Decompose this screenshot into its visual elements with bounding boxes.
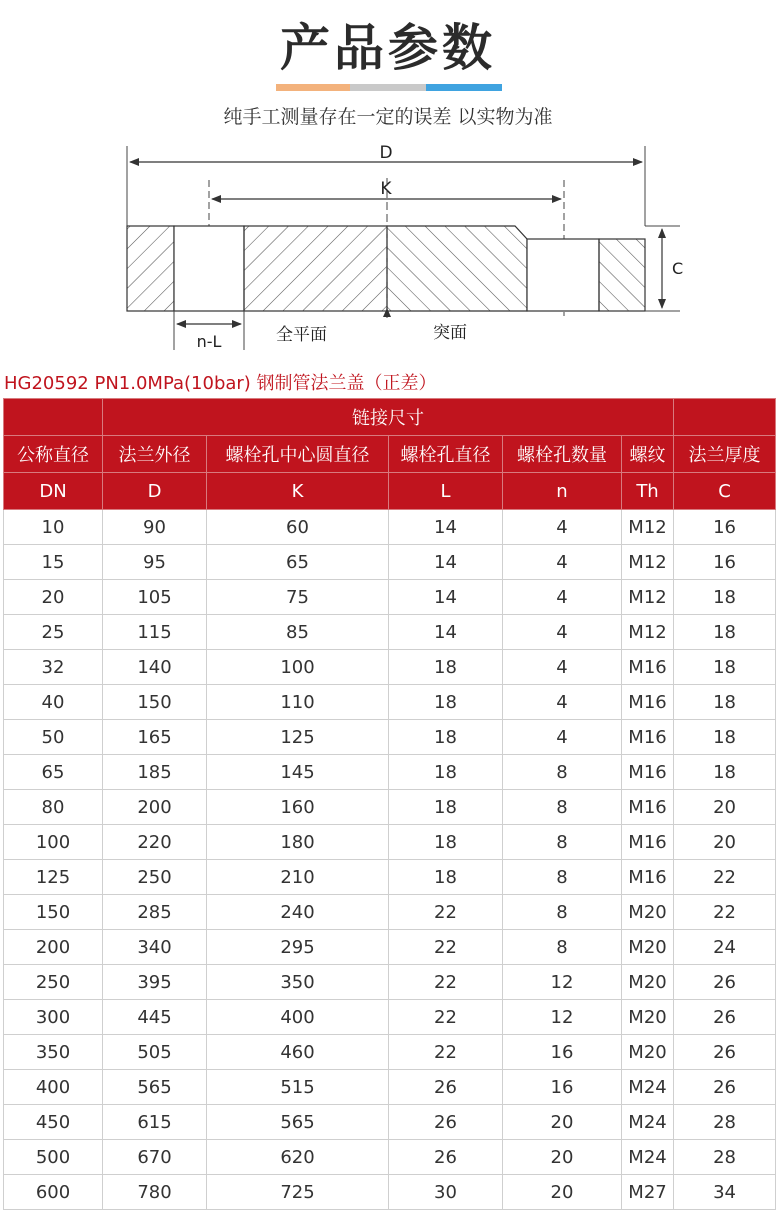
table-cell: 12: [503, 1000, 622, 1035]
table-row: [4, 1035, 776, 1070]
table-cell: M24: [622, 1105, 674, 1140]
table-cell: 725: [207, 1175, 389, 1210]
column-symbol: L: [389, 473, 503, 510]
column-header: 法兰厚度: [674, 436, 776, 473]
table-cell: M16: [622, 755, 674, 790]
table-cell: 16: [674, 545, 776, 580]
title-bar-orange: [276, 84, 350, 91]
table-cell: 4: [503, 615, 622, 650]
table-cell: 400: [207, 1000, 389, 1035]
table-cell: 565: [207, 1105, 389, 1140]
table-cell: 285: [103, 895, 207, 930]
table-cell: 160: [207, 790, 389, 825]
column-header: 公称直径: [4, 436, 103, 473]
table-row: [4, 1105, 776, 1140]
table-cell: 75: [207, 580, 389, 615]
table-cell: 20: [503, 1105, 622, 1140]
table-cell: 350: [4, 1035, 103, 1070]
table-row: [4, 580, 776, 615]
table-cell: 18: [674, 615, 776, 650]
table-cell: 50: [4, 720, 103, 755]
table-cell: 240: [207, 895, 389, 930]
table-row: [4, 790, 776, 825]
table-cell: 515: [207, 1070, 389, 1105]
table-cell: 18: [674, 720, 776, 755]
table-cell: 145: [207, 755, 389, 790]
table-cell: M20: [622, 965, 674, 1000]
table-cell: 8: [503, 825, 622, 860]
table-cell: 18: [674, 580, 776, 615]
group-header: 链接尺寸: [103, 399, 674, 436]
title-bar-blue: [426, 84, 502, 91]
table-cell: 22: [674, 895, 776, 930]
column-symbol: D: [103, 473, 207, 510]
table-cell: 140: [103, 650, 207, 685]
table-cell: 80: [4, 790, 103, 825]
table-row: [4, 825, 776, 860]
table-cell: 250: [4, 965, 103, 1000]
column-header: 法兰外径: [103, 436, 207, 473]
table-cell: 185: [103, 755, 207, 790]
table-cell: 14: [389, 510, 503, 545]
table-cell: 60: [207, 510, 389, 545]
table-cell: 8: [503, 790, 622, 825]
table-cell: 18: [674, 755, 776, 790]
table-cell: 340: [103, 930, 207, 965]
table-row: [4, 650, 776, 685]
table-cell: M20: [622, 895, 674, 930]
table-cell: 26: [674, 1070, 776, 1105]
table-cell: M16: [622, 860, 674, 895]
table-cell: M16: [622, 685, 674, 720]
label-flat-face: 全平面: [276, 325, 327, 345]
table-cell: 22: [674, 860, 776, 895]
table-cell: 20: [674, 825, 776, 860]
table-cell: 18: [389, 720, 503, 755]
table-cell: M12: [622, 615, 674, 650]
table-cell: 22: [389, 1000, 503, 1035]
table-cell: 25: [4, 615, 103, 650]
page-title: 产品参数: [280, 19, 496, 77]
table-cell: 8: [503, 860, 622, 895]
table-cell: 200: [103, 790, 207, 825]
table-cell: 4: [503, 685, 622, 720]
table-cell: 125: [207, 720, 389, 755]
table-row: [4, 720, 776, 755]
table-cell: 165: [103, 720, 207, 755]
spec-table: [3, 398, 776, 1210]
table-cell: M20: [622, 1000, 674, 1035]
table-cell: 22: [389, 965, 503, 1000]
table-cell: 620: [207, 1140, 389, 1175]
table-cell: M16: [622, 720, 674, 755]
table-cell: 100: [4, 825, 103, 860]
table-cell: 20: [674, 790, 776, 825]
flange-diagram: [0, 138, 776, 360]
group-header-spacer: [4, 399, 103, 436]
table-cell: 18: [389, 790, 503, 825]
table-cell: 400: [4, 1070, 103, 1105]
table-cell: 18: [674, 650, 776, 685]
table-cell: 22: [389, 1035, 503, 1070]
table-cell: 20: [4, 580, 103, 615]
table-cell: 100: [207, 650, 389, 685]
table-row: [4, 895, 776, 930]
column-header: 螺栓孔直径: [389, 436, 503, 473]
table-cell: 65: [207, 545, 389, 580]
column-symbol: DN: [4, 473, 103, 510]
table-cell: 180: [207, 825, 389, 860]
table-cell: 16: [674, 510, 776, 545]
table-row: [4, 930, 776, 965]
table-cell: 16: [503, 1070, 622, 1105]
table-cell: 445: [103, 1000, 207, 1035]
table-row: [4, 545, 776, 580]
column-symbol: Th: [622, 473, 674, 510]
column-header: 螺纹: [622, 436, 674, 473]
table-cell: 150: [4, 895, 103, 930]
left-rim-hatch: [127, 226, 174, 311]
table-cell: 395: [103, 965, 207, 1000]
table-cell: 15: [4, 545, 103, 580]
bolt-hole-right: [527, 239, 599, 311]
table-cell: 450: [4, 1105, 103, 1140]
table-cell: 460: [207, 1035, 389, 1070]
table-cell: 26: [674, 965, 776, 1000]
flat-face-hatch: [244, 226, 387, 311]
table-cell: M20: [622, 1035, 674, 1070]
table-cell: 14: [389, 615, 503, 650]
table-cell: 26: [389, 1105, 503, 1140]
table-cell: 20: [503, 1140, 622, 1175]
column-header: 螺栓孔数量: [503, 436, 622, 473]
table-cell: 32: [4, 650, 103, 685]
table-cell: 16: [503, 1035, 622, 1070]
table-cell: 18: [389, 650, 503, 685]
table-row: [4, 1140, 776, 1175]
table-cell: 28: [674, 1105, 776, 1140]
table-cell: 26: [674, 1035, 776, 1070]
table-row: [4, 965, 776, 1000]
table-cell: 28: [674, 1140, 776, 1175]
table-cell: 85: [207, 615, 389, 650]
table-cell: 18: [389, 755, 503, 790]
table-cell: 615: [103, 1105, 207, 1140]
table-cell: 8: [503, 895, 622, 930]
table-cell: 300: [4, 1000, 103, 1035]
table-cell: 105: [103, 580, 207, 615]
table-row: [4, 860, 776, 895]
title-bar-gray: [350, 84, 426, 91]
table-cell: M24: [622, 1140, 674, 1175]
table-cell: 30: [389, 1175, 503, 1210]
spec-title: HG20592 PN1.0MPa(10bar) 钢制管法兰盖（正差）: [4, 373, 437, 394]
table-cell: 125: [4, 860, 103, 895]
table-cell: M16: [622, 650, 674, 685]
table-cell: 90: [103, 510, 207, 545]
table-cell: 40: [4, 685, 103, 720]
table-cell: 26: [674, 1000, 776, 1035]
table-cell: M12: [622, 545, 674, 580]
table-cell: 780: [103, 1175, 207, 1210]
table-cell: 150: [103, 685, 207, 720]
table-cell: 500: [4, 1140, 103, 1175]
label-raised-face: 突面: [433, 323, 467, 343]
table-cell: 4: [503, 580, 622, 615]
table-cell: 12: [503, 965, 622, 1000]
table-cell: 210: [207, 860, 389, 895]
table-cell: 4: [503, 720, 622, 755]
table-cell: M16: [622, 790, 674, 825]
table-cell: 295: [207, 930, 389, 965]
table-cell: M16: [622, 825, 674, 860]
table-cell: 18: [389, 860, 503, 895]
table-cell: M27: [622, 1175, 674, 1210]
table-cell: 250: [103, 860, 207, 895]
table-row: [4, 1070, 776, 1105]
table-cell: M12: [622, 580, 674, 615]
table-cell: 600: [4, 1175, 103, 1210]
table-cell: 24: [674, 930, 776, 965]
table-row: [4, 685, 776, 720]
table-cell: 34: [674, 1175, 776, 1210]
label-c: C: [672, 259, 684, 278]
label-nl: n-L: [196, 332, 222, 351]
table-cell: 10: [4, 510, 103, 545]
raised-face-hatch: [387, 226, 527, 311]
table-cell: M20: [622, 930, 674, 965]
table-cell: 4: [503, 510, 622, 545]
table-cell: 95: [103, 545, 207, 580]
table-cell: 18: [674, 685, 776, 720]
column-symbol: n: [503, 473, 622, 510]
table-cell: 565: [103, 1070, 207, 1105]
table-row: [4, 1175, 776, 1210]
table-row: [4, 510, 776, 545]
table-cell: 505: [103, 1035, 207, 1070]
label-k: K: [380, 179, 392, 199]
table-cell: 26: [389, 1140, 503, 1175]
table-cell: 18: [389, 685, 503, 720]
table-cell: 110: [207, 685, 389, 720]
table-cell: 22: [389, 930, 503, 965]
table-cell: 14: [389, 580, 503, 615]
table-cell: 8: [503, 755, 622, 790]
table-cell: 22: [389, 895, 503, 930]
bolt-hole-left: [174, 226, 244, 311]
label-d: D: [379, 143, 393, 163]
right-rim-hatch: [599, 239, 645, 311]
table-cell: 14: [389, 545, 503, 580]
table-row: [4, 1000, 776, 1035]
table-cell: 26: [389, 1070, 503, 1105]
subtitle: 纯手工测量存在一定的误差 以实物为准: [223, 106, 553, 128]
table-cell: 4: [503, 650, 622, 685]
table-cell: M24: [622, 1070, 674, 1105]
table-cell: M12: [622, 510, 674, 545]
table-row: [4, 755, 776, 790]
column-symbol: C: [674, 473, 776, 510]
table-cell: 670: [103, 1140, 207, 1175]
column-header: 螺栓孔中心圆直径: [207, 436, 389, 473]
table-cell: 350: [207, 965, 389, 1000]
table-cell: 65: [4, 755, 103, 790]
table-cell: 115: [103, 615, 207, 650]
table-cell: 4: [503, 545, 622, 580]
table-cell: 200: [4, 930, 103, 965]
table-cell: 8: [503, 930, 622, 965]
group-header-spacer: [674, 399, 776, 436]
column-symbol: K: [207, 473, 389, 510]
table-row: [4, 615, 776, 650]
table-cell: 18: [389, 825, 503, 860]
table-cell: 20: [503, 1175, 622, 1210]
table-cell: 220: [103, 825, 207, 860]
